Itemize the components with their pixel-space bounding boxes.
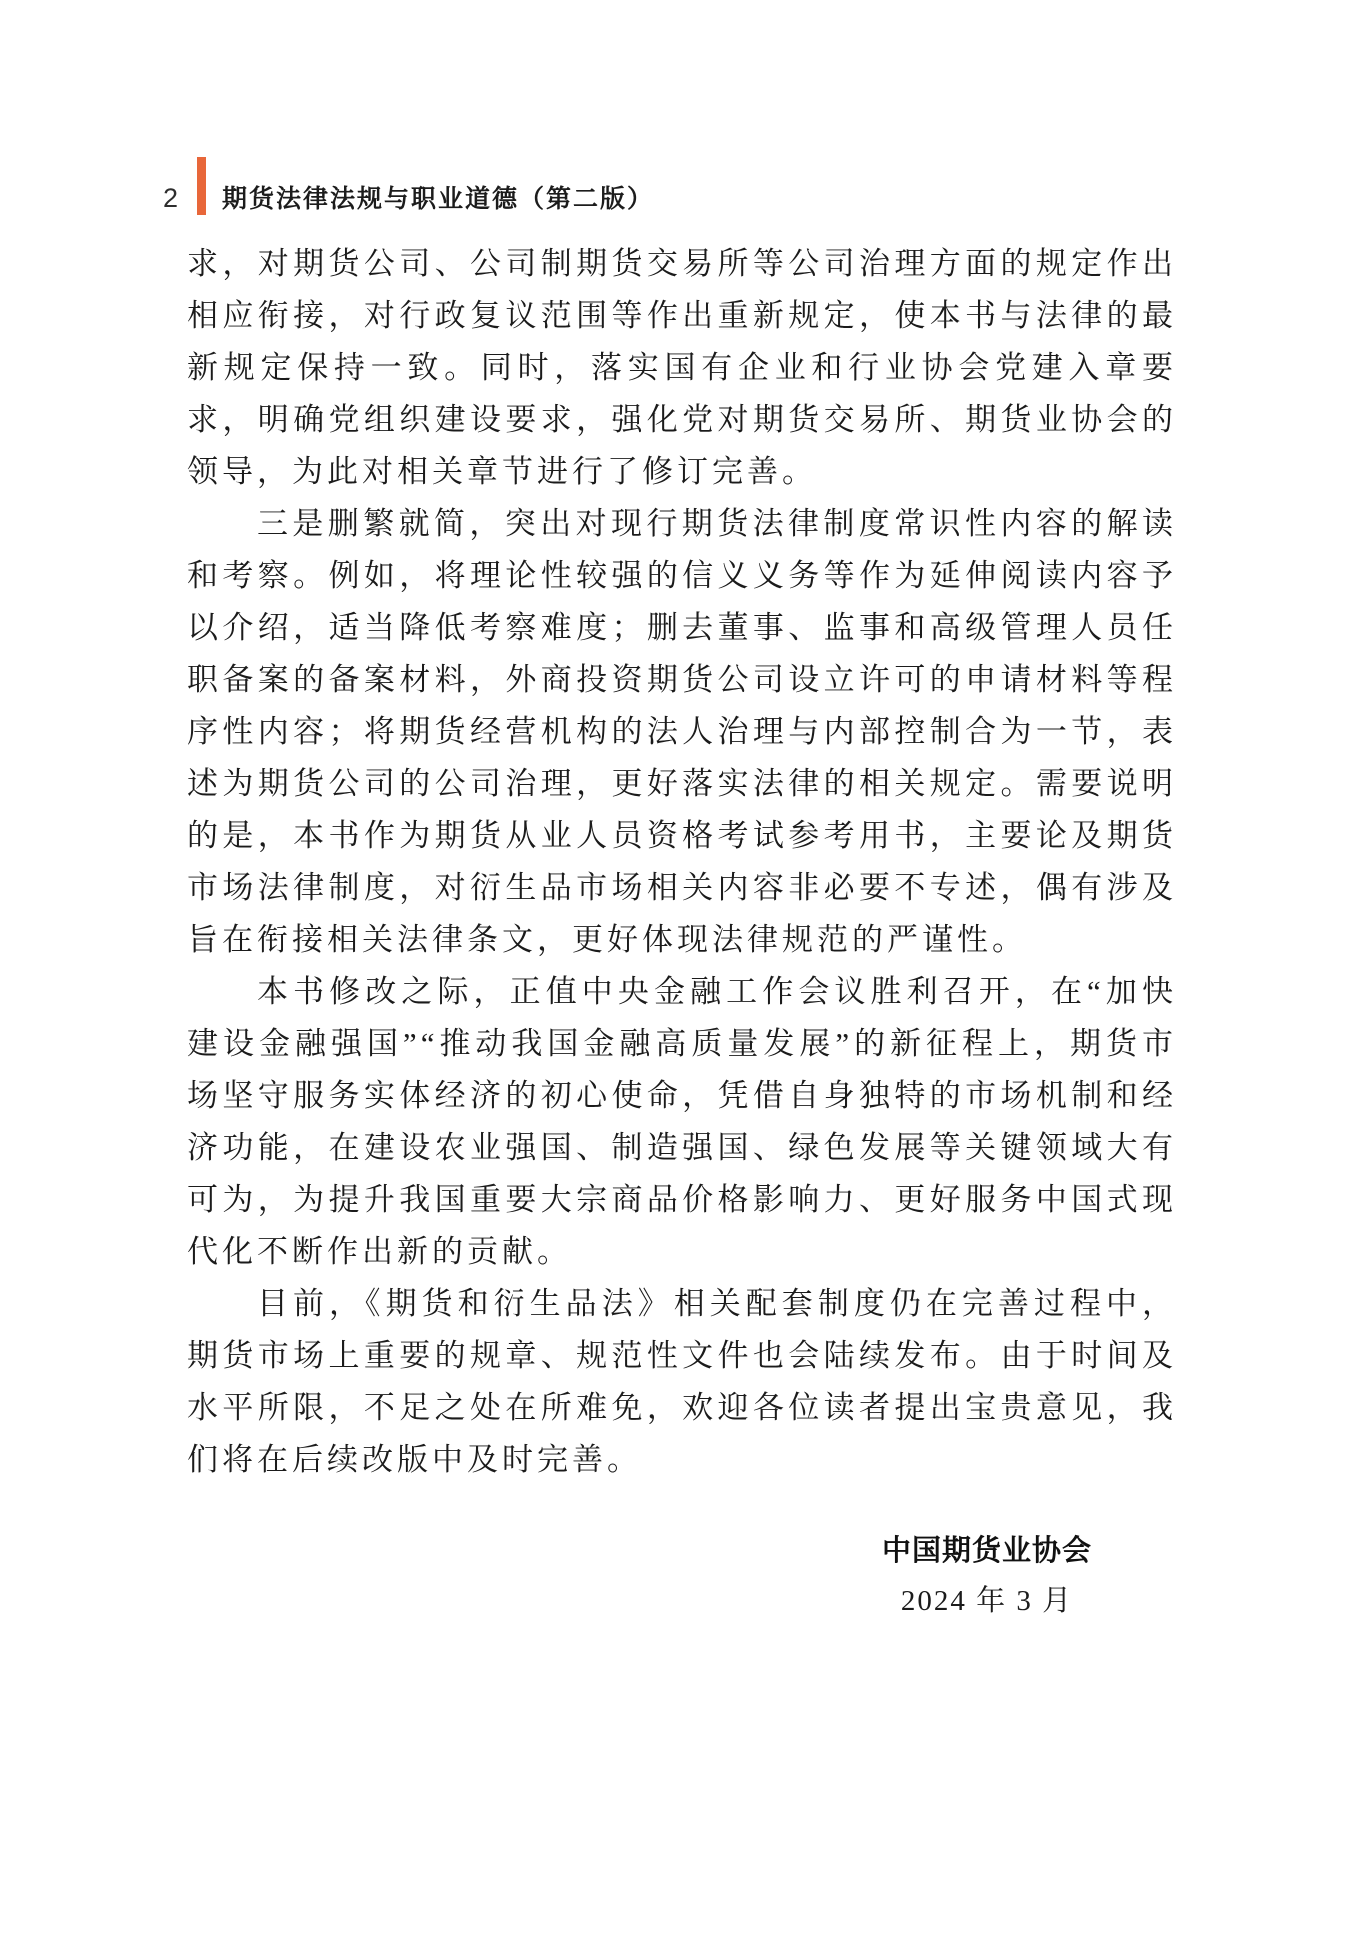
body-paragraph: 目前，《期货和衍生品法》相关配套制度仍在完善过程中，期货市场上重要的规章、规范性文件也会陆续发布。由于时间及水平所限，不足之处在所难免，欢迎各位读者提出宝贵意见，我们将在后续改版中及时完善。 — [187, 1286, 1177, 1477]
signature-date: 2024 年 3 月 — [900, 1584, 1074, 1617]
body-paragraph: 三是删繁就简，突出对现行期货法律制度常识性内容的解读和考察。例如，将理论性较强的信义义务等作为延伸阅读内容予以介绍，适当降低考察难度；删去董事、监事和高级管理人员任职备案的备案材料，外商投资期货公司设立许可的申请材料等程序性内容；将期货经营机构的法人治理与内部控制合为一节，表述为期货公司的公司治理，更好落实法律的相关规定。需要说明的是，本书作为期货从业人员资格考试参考用书，主要论及期货市场法律制度，对衍生品市场相关内容非必要不专述，偶有涉及旨在衔接相关法律条文，更好体现法律规范的严谨性。 — [187, 506, 1177, 957]
page-number: 2 — [163, 183, 179, 213]
preface-body — [187, 238, 1177, 1486]
page-header — [163, 157, 654, 215]
signature-block — [882, 1534, 1092, 1619]
header-accent-bar — [197, 157, 206, 215]
body-paragraph: 求，对期货公司、公司制期货交易所等公司治理方面的规定作出相应衔接，对行政复议范围等作出重新规定，使本书与法律的最新规定保持一致。同时，落实国有企业和行业协会党建入章要求，明确党组织建设要求，强化党对期货交易所、期货业协会的领导，为此对相关章节进行了修订完善。 — [187, 246, 1177, 489]
signature-organization: 中国期货业协会 — [881, 1535, 1092, 1567]
book-title: 期货法律法规与职业道德（第二版） — [222, 185, 655, 213]
body-paragraph: 本书修改之际，正值中央金融工作会议胜利召开，在“加快建设金融强国”“推动我国金融高质量发展”的新征程上，期货市场坚守服务实体经济的初心使命，凭借自身独特的市场机制和经济功能，在建设农业强国、制造强国、绿色发展等关键领域大有可为，为提升我国重要大宗商品价格影响力、更好服务中国式现代化不断作出新的贡献。 — [187, 974, 1177, 1269]
